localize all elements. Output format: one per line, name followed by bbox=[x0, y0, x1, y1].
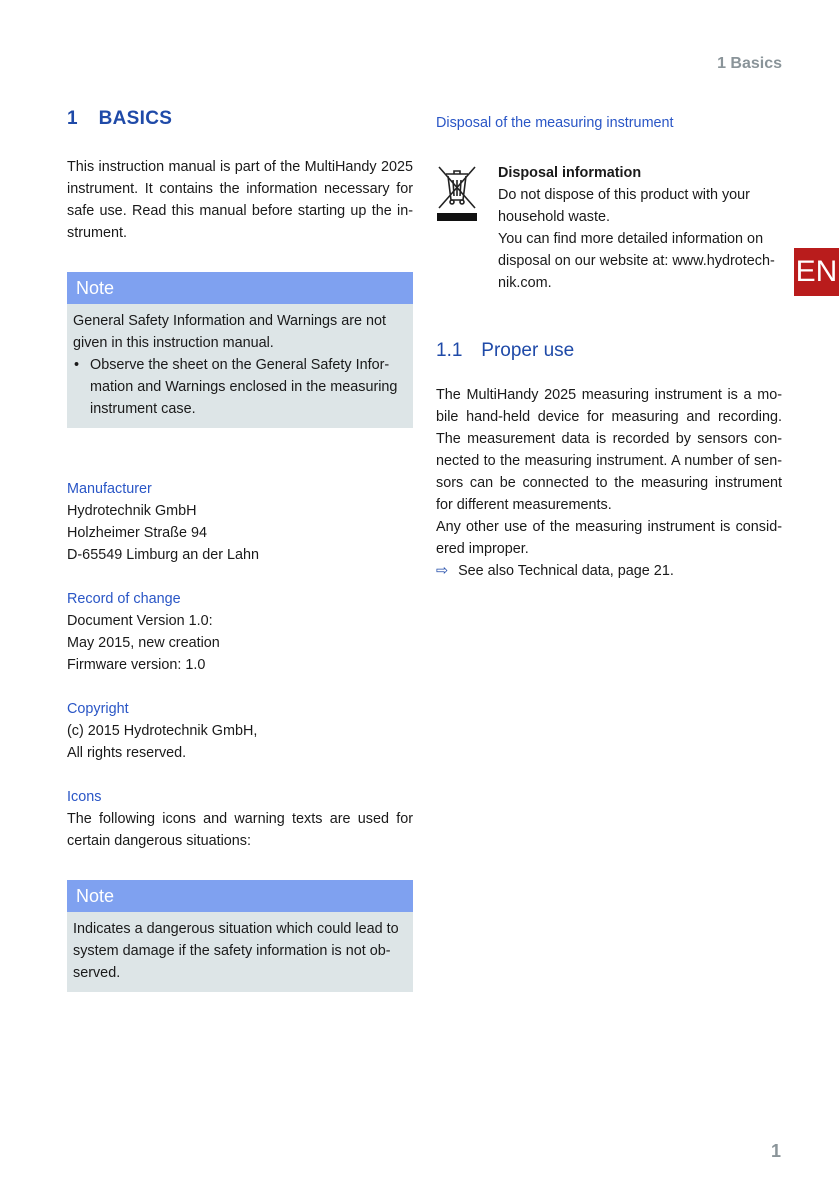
copyright-heading: Copyright bbox=[67, 701, 129, 717]
chapter-heading bbox=[67, 108, 413, 130]
cross-reference bbox=[436, 560, 782, 582]
icons-heading: Icons bbox=[67, 789, 102, 805]
chapter-title: BASICS bbox=[98, 108, 173, 129]
manufacturer-line: Hydrotechnik GmbH bbox=[67, 503, 197, 519]
intro-paragraph: This instruction manual is part of the MultiHandy 2025 instrument. It contains the information necessary for safe use. Read this manual before starting up the in-strument. bbox=[67, 159, 413, 241]
disposal-text bbox=[498, 162, 783, 294]
record-line: Document Version 1.0: bbox=[67, 613, 213, 629]
disposal-line: You can find more detailed information on disposal on our website at: www.hydrotech-nik.com. bbox=[498, 231, 775, 291]
section-heading-proper-use bbox=[436, 340, 782, 362]
record-heading: Record of change bbox=[67, 591, 181, 607]
running-head: 1 Basics bbox=[717, 55, 782, 72]
note-body bbox=[67, 304, 413, 428]
disposal-info-block bbox=[436, 162, 782, 302]
page-number: 1 bbox=[770, 1141, 781, 1161]
bullet-icon: • bbox=[74, 357, 80, 373]
section-number: 1.1 bbox=[436, 340, 463, 361]
record-line: Firmware version: 1.0 bbox=[67, 657, 206, 673]
proper-use-paragraph: The MultiHandy 2025 measuring instrument is a mo-bile hand-held device for measuring and recording. The measurement data is recorded by sensors con-nected to the measuring instrument. A number of sen-sors can be connected to the measuring instrument for different measurements. bbox=[436, 387, 782, 513]
disposal-heading: Disposal of the measuring instrument bbox=[436, 115, 674, 131]
note-text: General Safety Information and Warnings are not given in this instruction manual. bbox=[73, 313, 387, 351]
record-section bbox=[67, 588, 413, 676]
manufacturer-line: D-65549 Limburg an der Lahn bbox=[67, 547, 260, 563]
copyright-line: All rights reserved. bbox=[67, 745, 187, 761]
note-body: Indicates a dangerous situation which could lead to system damage if the safety information is not ob-served. bbox=[73, 921, 399, 981]
record-line: May 2015, new creation bbox=[67, 635, 220, 651]
disposal-title: Disposal information bbox=[498, 165, 642, 181]
language-tab-en: EN bbox=[794, 248, 839, 296]
icons-text: The following icons and warning texts are used for certain dangerous situations: bbox=[67, 811, 413, 849]
cross-reference-link[interactable]: See also Technical data, page 21. bbox=[458, 563, 674, 579]
right-column bbox=[436, 112, 782, 582]
note-header: Note bbox=[67, 880, 413, 912]
copyright-section bbox=[67, 698, 413, 764]
note-header: Note bbox=[67, 272, 413, 304]
arrow-right-icon: ⇨ bbox=[436, 563, 449, 579]
disposal-line: Do not dispose of this product with your household waste. bbox=[498, 187, 750, 225]
note-bullet-text: Observe the sheet on the General Safety Infor-mation and Warnings enclosed in the measuring instrument case. bbox=[90, 357, 398, 417]
chapter-number: 1 bbox=[67, 108, 78, 129]
crossed-out-bin-icon bbox=[436, 164, 478, 222]
note-bullet-item bbox=[73, 354, 407, 420]
manufacturer-heading: Manufacturer bbox=[67, 481, 152, 497]
note-box-damage bbox=[67, 880, 413, 992]
manufacturer-line: Holzheimer Straße 94 bbox=[67, 525, 207, 541]
improper-use-paragraph: Any other use of the measuring instrument is consid-ered improper. bbox=[436, 519, 782, 557]
manufacturer-section bbox=[67, 478, 413, 566]
icons-section bbox=[67, 786, 413, 852]
copyright-line: (c) 2015 Hydrotechnik GmbH, bbox=[67, 723, 258, 739]
left-column bbox=[67, 108, 413, 992]
section-title: Proper use bbox=[481, 340, 575, 361]
note-box-general-safety bbox=[67, 272, 413, 428]
